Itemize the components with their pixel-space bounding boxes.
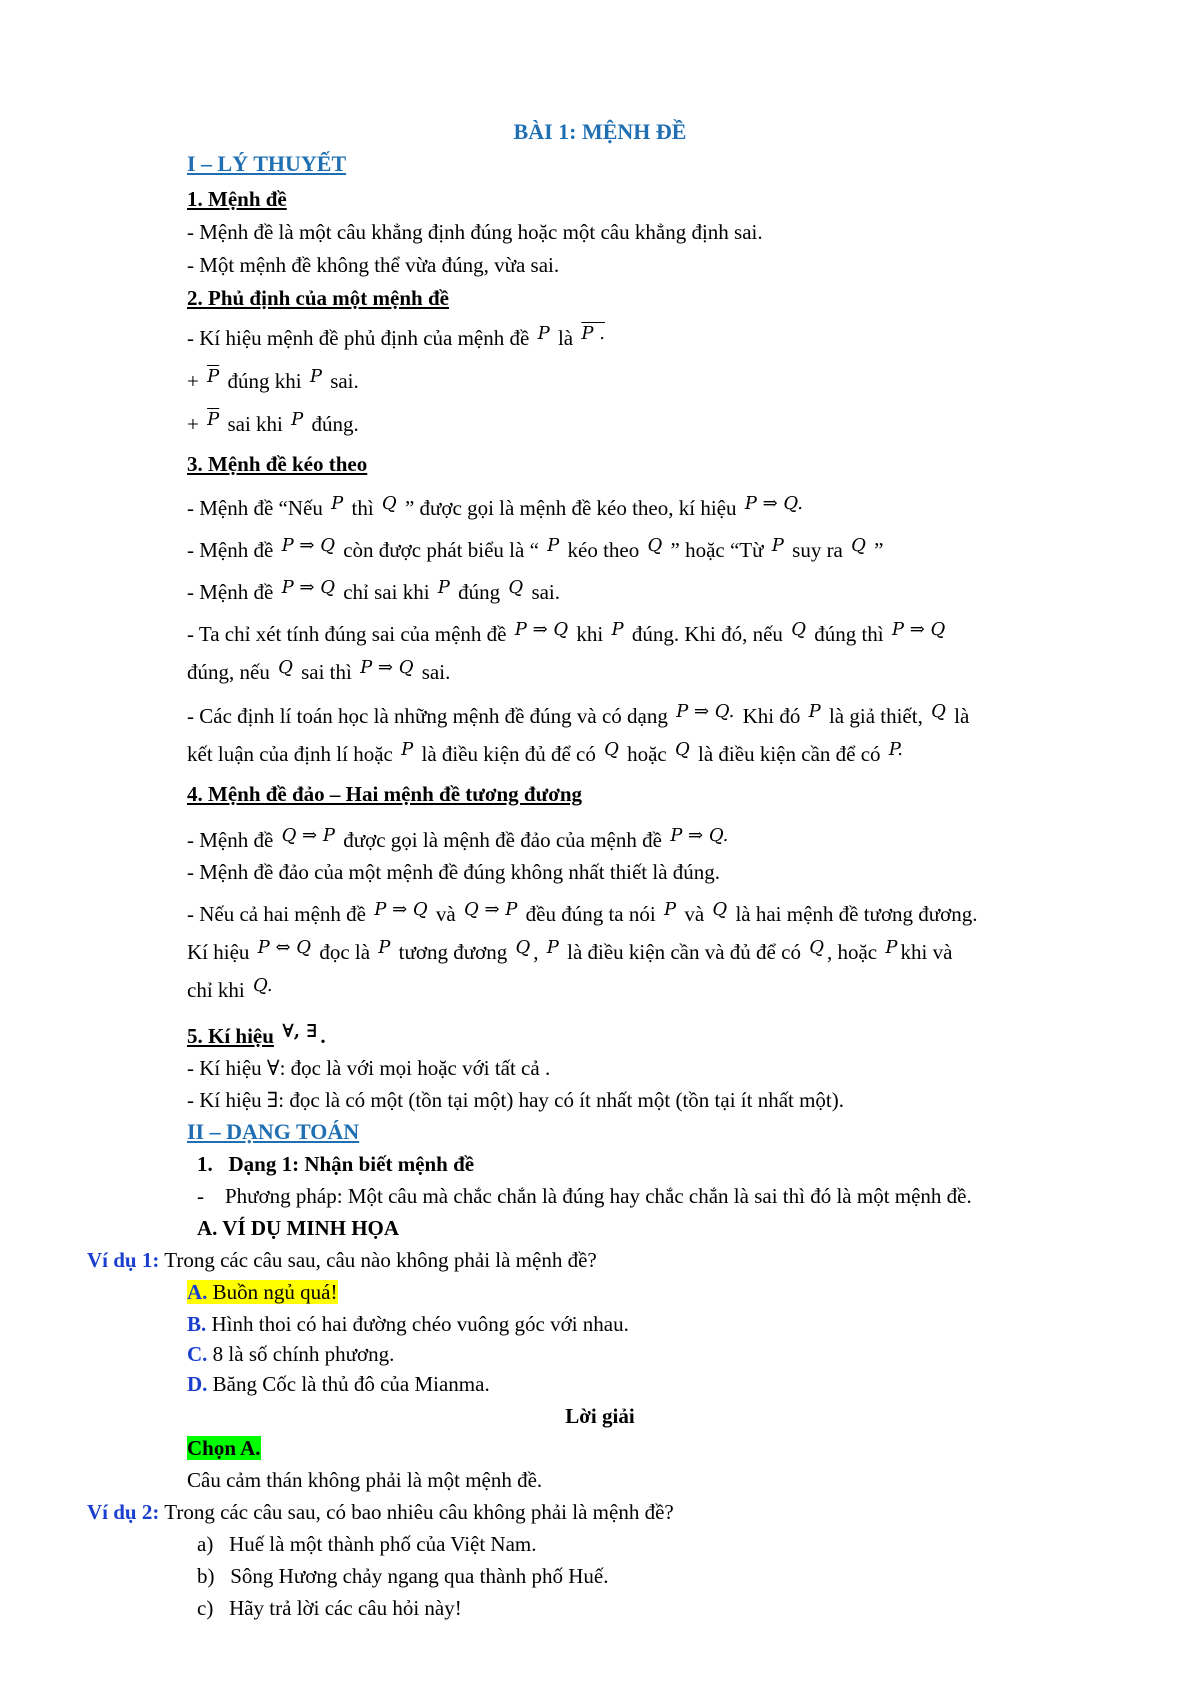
text-segment: . (320, 1024, 326, 1048)
text-line: Câu cảm thán không phải là một mệnh đề. (187, 1468, 543, 1492)
math-symbol: Q (604, 739, 619, 760)
text-segment: được gọi là mệnh đề đảo của mệnh đề (343, 828, 662, 852)
math-symbol: P (546, 937, 559, 958)
text-line (187, 410, 1120, 440)
text-segment: sai khi (227, 412, 283, 436)
math-implication: P ⇒ Q. (676, 701, 735, 722)
text-line: - Phương pháp: Một câu mà chắc chắn là đúng hay chắc chắn là sai thì đó là một mệnh đề. (197, 1184, 972, 1208)
math-symbol: Q (647, 535, 663, 556)
text-line: - Một mệnh đề không thể vừa đúng, vừa sai. (187, 253, 560, 277)
option-d (187, 1370, 1120, 1398)
math-symbol: P (611, 619, 624, 640)
math-implication: P ⇒ Q (374, 899, 428, 920)
example-1-question (87, 1246, 1120, 1274)
text-segment: và (435, 902, 456, 926)
text-segment: + (187, 412, 199, 436)
math-symbol: P (437, 577, 450, 598)
text-segment: sai thì (301, 660, 352, 684)
text-line: - Mệnh đề đảo của một mệnh đề đúng không nhất thiết là đúng. (187, 860, 721, 884)
text-segment: hoặc (627, 742, 667, 766)
math-symbol: Q (675, 739, 690, 760)
example-2-question (87, 1498, 1120, 1526)
list-item: c) Hãy trả lời các câu hỏi này! (197, 1596, 462, 1620)
option-c (187, 1340, 1120, 1368)
text-segment: , hoặc (826, 940, 878, 964)
math-symbol: P (537, 323, 550, 344)
text-segment: sai. (330, 369, 359, 393)
math-symbol-negation: $\overline{P}$ (207, 366, 220, 387)
text-segment: sai. (531, 580, 561, 604)
math-symbol: P (547, 535, 560, 556)
math-implication: P ⇒ Q. (670, 825, 729, 846)
option-letter: D. (187, 1372, 208, 1396)
option-a (187, 1278, 1120, 1306)
text-line (187, 658, 1120, 688)
text-segment: đều đúng ta nói (525, 902, 656, 926)
text-segment: , (533, 940, 539, 964)
math-symbol: Q (508, 577, 524, 598)
heading-proposition-text: 1. Mệnh đề (187, 187, 287, 211)
heading-converse (187, 780, 1120, 808)
math-symbol: Q. (253, 975, 273, 996)
math-symbol: Q (381, 493, 397, 514)
text-segment: đúng (458, 580, 501, 604)
math-symbol: Q (809, 937, 824, 958)
section-theory-heading: I – LÝ THUYẾT (187, 151, 347, 176)
text-line (187, 324, 1120, 354)
text-segment: - Mệnh đề (187, 580, 274, 604)
option-letter: B. (187, 1312, 207, 1336)
math-implication: P ⇒ Q (891, 619, 946, 640)
option-text: Buồn ngủ quá! (212, 1280, 338, 1304)
heading-quantifiers-text: 5. Kí hiệu (187, 1024, 274, 1048)
text-segment: Kí hiệu (187, 940, 250, 964)
option-text: 8 là số chính phương. (212, 1342, 395, 1366)
math-symbol: P (309, 366, 322, 387)
option-b (187, 1310, 1120, 1338)
math-equivalence: P ⇔ Q (257, 937, 312, 958)
text-segment: ” được gọi là mệnh đề kéo theo, kí hiệu (404, 496, 737, 520)
text-line (187, 536, 1120, 566)
text-line (187, 826, 1120, 856)
text-line: - Mệnh đề là một câu khẳng định đúng hoặc một câu khẳng định sai. (187, 220, 763, 244)
text-segment: là giả thiết, (828, 704, 923, 728)
text-segment: thì (351, 496, 374, 520)
text-segment: và (684, 902, 705, 926)
math-symbol: Q (791, 619, 806, 640)
math-implication: P ⇒ Q (281, 577, 335, 598)
text-segment: là (557, 326, 574, 350)
math-symbol: P (331, 493, 344, 514)
math-symbol-negation: P . (581, 323, 605, 344)
text-segment: - Kí hiệu mệnh đề phủ định của mệnh đề (187, 326, 530, 350)
math-symbol: P (401, 739, 414, 760)
text-line (187, 702, 1120, 732)
text-segment: ” hoặc “Từ (670, 538, 764, 562)
text-segment: - Nếu cả hai mệnh đề (187, 902, 367, 926)
math-implication: P ⇒ Q (281, 535, 335, 556)
heading-implication (187, 450, 1120, 478)
math-implication: P ⇒ Q. (744, 493, 803, 514)
text-line (187, 976, 1120, 1006)
math-symbol-negation: $\overline{P}$ (207, 409, 220, 430)
option-a-highlight (187, 1280, 338, 1304)
option-letter: A. (187, 1280, 208, 1304)
text-segment: là hai mệnh đề tương đương. (735, 902, 978, 926)
heading-converse-text: 4. Mệnh đề đảo – Hai mệnh đề tương đương (187, 782, 583, 806)
text-segment: đúng. Khi đó, nếu (631, 622, 783, 646)
section-exercise-heading: II – DẠNG TOÁN (187, 1119, 360, 1144)
text-segment: chỉ sai khi (343, 580, 430, 604)
text-segment: kết luận của định lí hoặc (187, 742, 393, 766)
text-segment: tương đương (398, 940, 508, 964)
heading-proposition (187, 185, 1120, 213)
option-letter: C. (187, 1342, 208, 1366)
heading-negation (187, 284, 1120, 312)
text-segment: đúng thì (814, 622, 884, 646)
math-symbol: P (885, 937, 898, 958)
list-item: a) Huế là một thành phố của Việt Nam. (197, 1532, 537, 1556)
example-label: Ví dụ 2: (87, 1500, 160, 1524)
text-line (187, 578, 1120, 608)
question-text: Trong các câu sau, câu nào không phải là mệnh đề? (164, 1248, 597, 1272)
heading-implication-text: 3. Mệnh đề kéo theo (187, 452, 368, 476)
math-implication: Q ⇒ P (281, 825, 335, 846)
text-line: - Kí hiệu ∃: đọc là có một (tồn tại một) hay có ít nhất một (tồn tại ít nhất một). (187, 1088, 845, 1112)
math-symbol: Q (515, 937, 531, 958)
math-symbol: Q (712, 899, 728, 920)
text-segment: - Mệnh đề (187, 828, 274, 852)
text-segment: là (954, 704, 970, 728)
heading-type-1: 1. Dạng 1: Nhận biết mệnh đề (197, 1152, 475, 1176)
question-text: Trong các câu sau, có bao nhiêu câu không phải là mệnh đề? (164, 1500, 674, 1524)
math-implication: P ⇒ Q (514, 619, 569, 640)
math-symbol: P. (888, 739, 903, 760)
option-text: Băng Cốc là thủ đô của Mianma. (212, 1372, 490, 1396)
text-segment: đúng, nếu (187, 660, 270, 684)
text-segment: sai. (421, 660, 451, 684)
heading-examples: A. VÍ DỤ MINH HỌA (197, 1216, 400, 1240)
text-segment: đọc là (319, 940, 371, 964)
page-title: BÀI 1: MỆNH ĐỀ (513, 119, 687, 144)
math-symbol: P (291, 409, 304, 430)
math-symbol: Q (851, 535, 866, 556)
text-line (187, 938, 1120, 968)
text-line (187, 740, 1120, 770)
text-segment: là điều kiện cần để có (698, 742, 881, 766)
math-quantifiers: ∀, ∃ (282, 1021, 318, 1042)
answer-choice (187, 1434, 1120, 1462)
math-symbol: Q (278, 657, 293, 678)
answer-highlight: Chọn A. (187, 1436, 261, 1460)
math-symbol: P (808, 701, 821, 722)
text-line (187, 900, 1120, 930)
text-segment: là điều kiện cần và đủ để có (567, 940, 801, 964)
text-line (187, 494, 1120, 524)
list-item: b) Sông Hương chảy ngang qua thành phố Huế. (197, 1564, 609, 1588)
text-line (187, 367, 1120, 397)
text-segment: + (187, 369, 199, 393)
text-segment: - Các định lí toán học là những mệnh đề đúng và có dạng (187, 704, 668, 728)
text-segment: đúng khi (227, 369, 302, 393)
text-segment: khi (576, 622, 604, 646)
math-implication: Q ⇒ P (464, 899, 518, 920)
option-text: Hình thoi có hai đường chéo vuông góc với nhau. (211, 1312, 629, 1336)
math-symbol: P (771, 535, 784, 556)
heading-negation-text: 2. Phủ định của một mệnh đề (187, 286, 449, 310)
text-segment: đúng. (311, 412, 359, 436)
text-segment: - Mệnh đề “Nếu (187, 496, 323, 520)
text-segment: còn được phát biểu là “ (343, 538, 539, 562)
text-segment: Khi đó (742, 704, 801, 728)
math-symbol: P (663, 899, 677, 920)
text-segment: suy ra (792, 538, 843, 562)
text-line (187, 620, 1120, 650)
solution-heading: Lời giải (565, 1404, 635, 1428)
text-segment: - Mệnh đề (187, 538, 274, 562)
text-segment: - Ta chỉ xét tính đúng sai của mệnh đề (187, 622, 507, 646)
math-symbol: P (378, 937, 391, 958)
text-segment: ” (874, 538, 884, 562)
heading-quantifiers (187, 1022, 1120, 1052)
math-symbol: Q (931, 701, 946, 722)
example-label: Ví dụ 1: (87, 1248, 160, 1272)
text-segment: kéo theo (567, 538, 640, 562)
text-segment: chỉ khi (187, 978, 245, 1002)
text-segment: khi và (900, 940, 953, 964)
text-segment: là điều kiện đủ để có (421, 742, 596, 766)
text-line: - Kí hiệu ∀: đọc là với mọi hoặc với tất cả . (187, 1056, 551, 1080)
math-implication: P ⇒ Q (360, 657, 414, 678)
